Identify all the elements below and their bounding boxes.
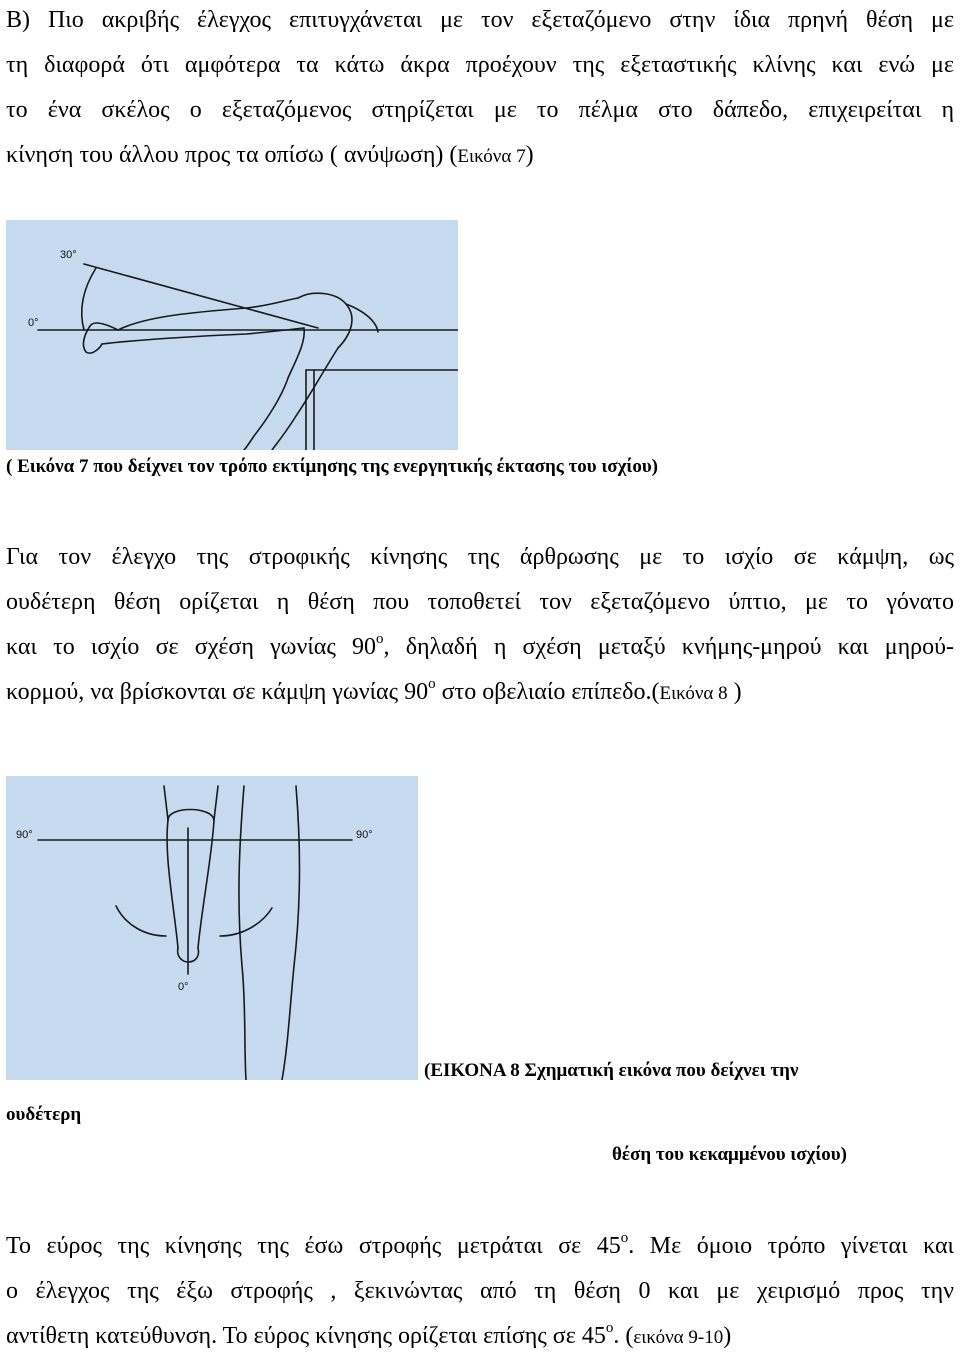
paragraph-1-line-3: το ένα σκέλος ο εξεταζόμενος στηρίζεται με το πέλμα στο δάπεδο, επιχειρείται η xyxy=(6,97,954,123)
paragraph-3 xyxy=(6,1224,954,1360)
knee xyxy=(168,810,214,821)
paragraph-2-line-4-b: στο οβελιαίο επίπεδο.( xyxy=(435,679,660,705)
figure-7-reference: Εικόνα 7 xyxy=(457,146,526,167)
figure-8-reference: Εικόνα 8 xyxy=(659,683,728,704)
figure-7-caption: ( Εικόνα 7 που δείχνει τον τρόπο εκτίμησης της ενεργητικής έκτασης του ισχίου) xyxy=(6,456,659,477)
paragraph-1-close: ) xyxy=(525,142,534,168)
shin-front xyxy=(288,328,304,378)
paragraph-2-line-3 xyxy=(6,625,954,670)
degree-superscript: ο xyxy=(605,1320,614,1336)
paragraph-1-line-1: Β) Πιο ακριβής έλεγχος επιτυγχάνεται με τον εξεταζόμενο στην ίδια πρηνή θέση με xyxy=(6,7,954,33)
label-90-degrees-left: 90° xyxy=(16,829,33,841)
thigh-left xyxy=(164,786,168,820)
supporting-leg-front xyxy=(244,378,288,450)
paragraph-2-line-3-a: και το ισχίο σε σχέση γωνίας 90 xyxy=(6,634,377,660)
upper-leg-top xyxy=(118,298,298,330)
straight-leg-left xyxy=(239,786,246,1080)
label-0-degrees: 0° xyxy=(28,317,39,329)
paragraph-3-line-1-a: Το εύρος της κίνησης της έσω στροφής μετράται σε 45 xyxy=(6,1233,621,1259)
paragraph-1-line-4 xyxy=(6,133,954,179)
figure-7-drawing xyxy=(6,220,458,450)
paragraph-3-line-1-b: . Με όμοιο τρόπο γίνεται και xyxy=(628,1233,955,1259)
rotation-arc-left xyxy=(116,906,166,936)
figure-8-caption-line-1-text: (ΕΙΚΟΝΑ 8 Σχηματική εικόνα που δείχνει την xyxy=(424,1060,799,1081)
label-30-degrees: 30° xyxy=(60,249,77,261)
figure-9-10-reference: εικόνα 9-10 xyxy=(633,1327,724,1348)
figure-8-caption-line-3: θέση του κεκαμμένου ισχίου) xyxy=(612,1144,847,1165)
thigh-right xyxy=(214,786,218,820)
paragraph-3-line-2: ο έλεγχος της έξω στροφής , ξεκινώντας από τη θέση 0 και με χειρισμό προς την xyxy=(6,1278,954,1304)
label-0-degrees: 0° xyxy=(178,981,189,993)
paragraph-2-line-2: ουδέτερη θέση ορίζεται η θέση που τοποθετεί τον εξεταζόμενο ύπτιο, με το γόνατο xyxy=(6,589,954,615)
paragraph-2-line-4 xyxy=(6,670,954,716)
paragraph-2-line-1: Για τον έλεγχο της στροφικής κίνησης της άρθρωσης με το ισχίο σε κάμψη, ως xyxy=(6,544,954,570)
paragraph-1-line-2: τη διαφορά ότι αμφότερα τα κάτω άκρα προέχουν της εξεταστικής κλίνης και ενώ με xyxy=(6,52,954,78)
knee-top xyxy=(298,293,352,348)
paragraph-3-line-1 xyxy=(6,1224,954,1269)
line-30-degrees xyxy=(84,264,318,328)
figure-8-caption-line-1 xyxy=(424,1060,798,1082)
straight-leg-right xyxy=(282,786,300,1080)
foot xyxy=(83,323,118,353)
supporting-leg-back xyxy=(272,348,338,450)
degree-superscript: ο xyxy=(428,676,436,692)
paragraph-2-line-4-a: κορμού, να βρίσκονται σε κάμψη γωνίας 90 xyxy=(6,679,429,705)
paragraph-2 xyxy=(6,535,954,716)
angle-arc xyxy=(82,268,96,330)
figure-7-image xyxy=(6,220,458,450)
degree-superscript: ο xyxy=(620,1230,629,1246)
paragraph-2-close: ) xyxy=(727,679,742,705)
figure-8-caption-line-2: ουδέτερη xyxy=(6,1104,82,1125)
paragraph-1 xyxy=(6,0,954,179)
paragraph-3-line-3-b: . ( xyxy=(613,1323,634,1349)
paragraph-3-line-3 xyxy=(6,1314,954,1360)
paragraph-3-line-3-a: αντίθετη κατεύθυνση. Το εύρος κίνησης ορίζεται επίσης σε 45 xyxy=(6,1323,606,1349)
label-90-degrees-right: 90° xyxy=(356,829,373,841)
figure-8-image xyxy=(6,776,418,1080)
rotation-arc-right xyxy=(220,908,272,936)
paragraph-1-line-4-text: κίνηση του άλλου προς τα οπίσω ( ανύψωση) ( xyxy=(6,142,458,168)
degree-superscript: ο xyxy=(376,631,384,647)
paragraph-2-line-3-b: , δηλαδή η σχέση μεταξύ κνήμης-μηρού και μηρού- xyxy=(383,634,954,660)
paragraph-3-close: ) xyxy=(723,1323,732,1349)
figure-8-drawing xyxy=(6,776,418,1080)
